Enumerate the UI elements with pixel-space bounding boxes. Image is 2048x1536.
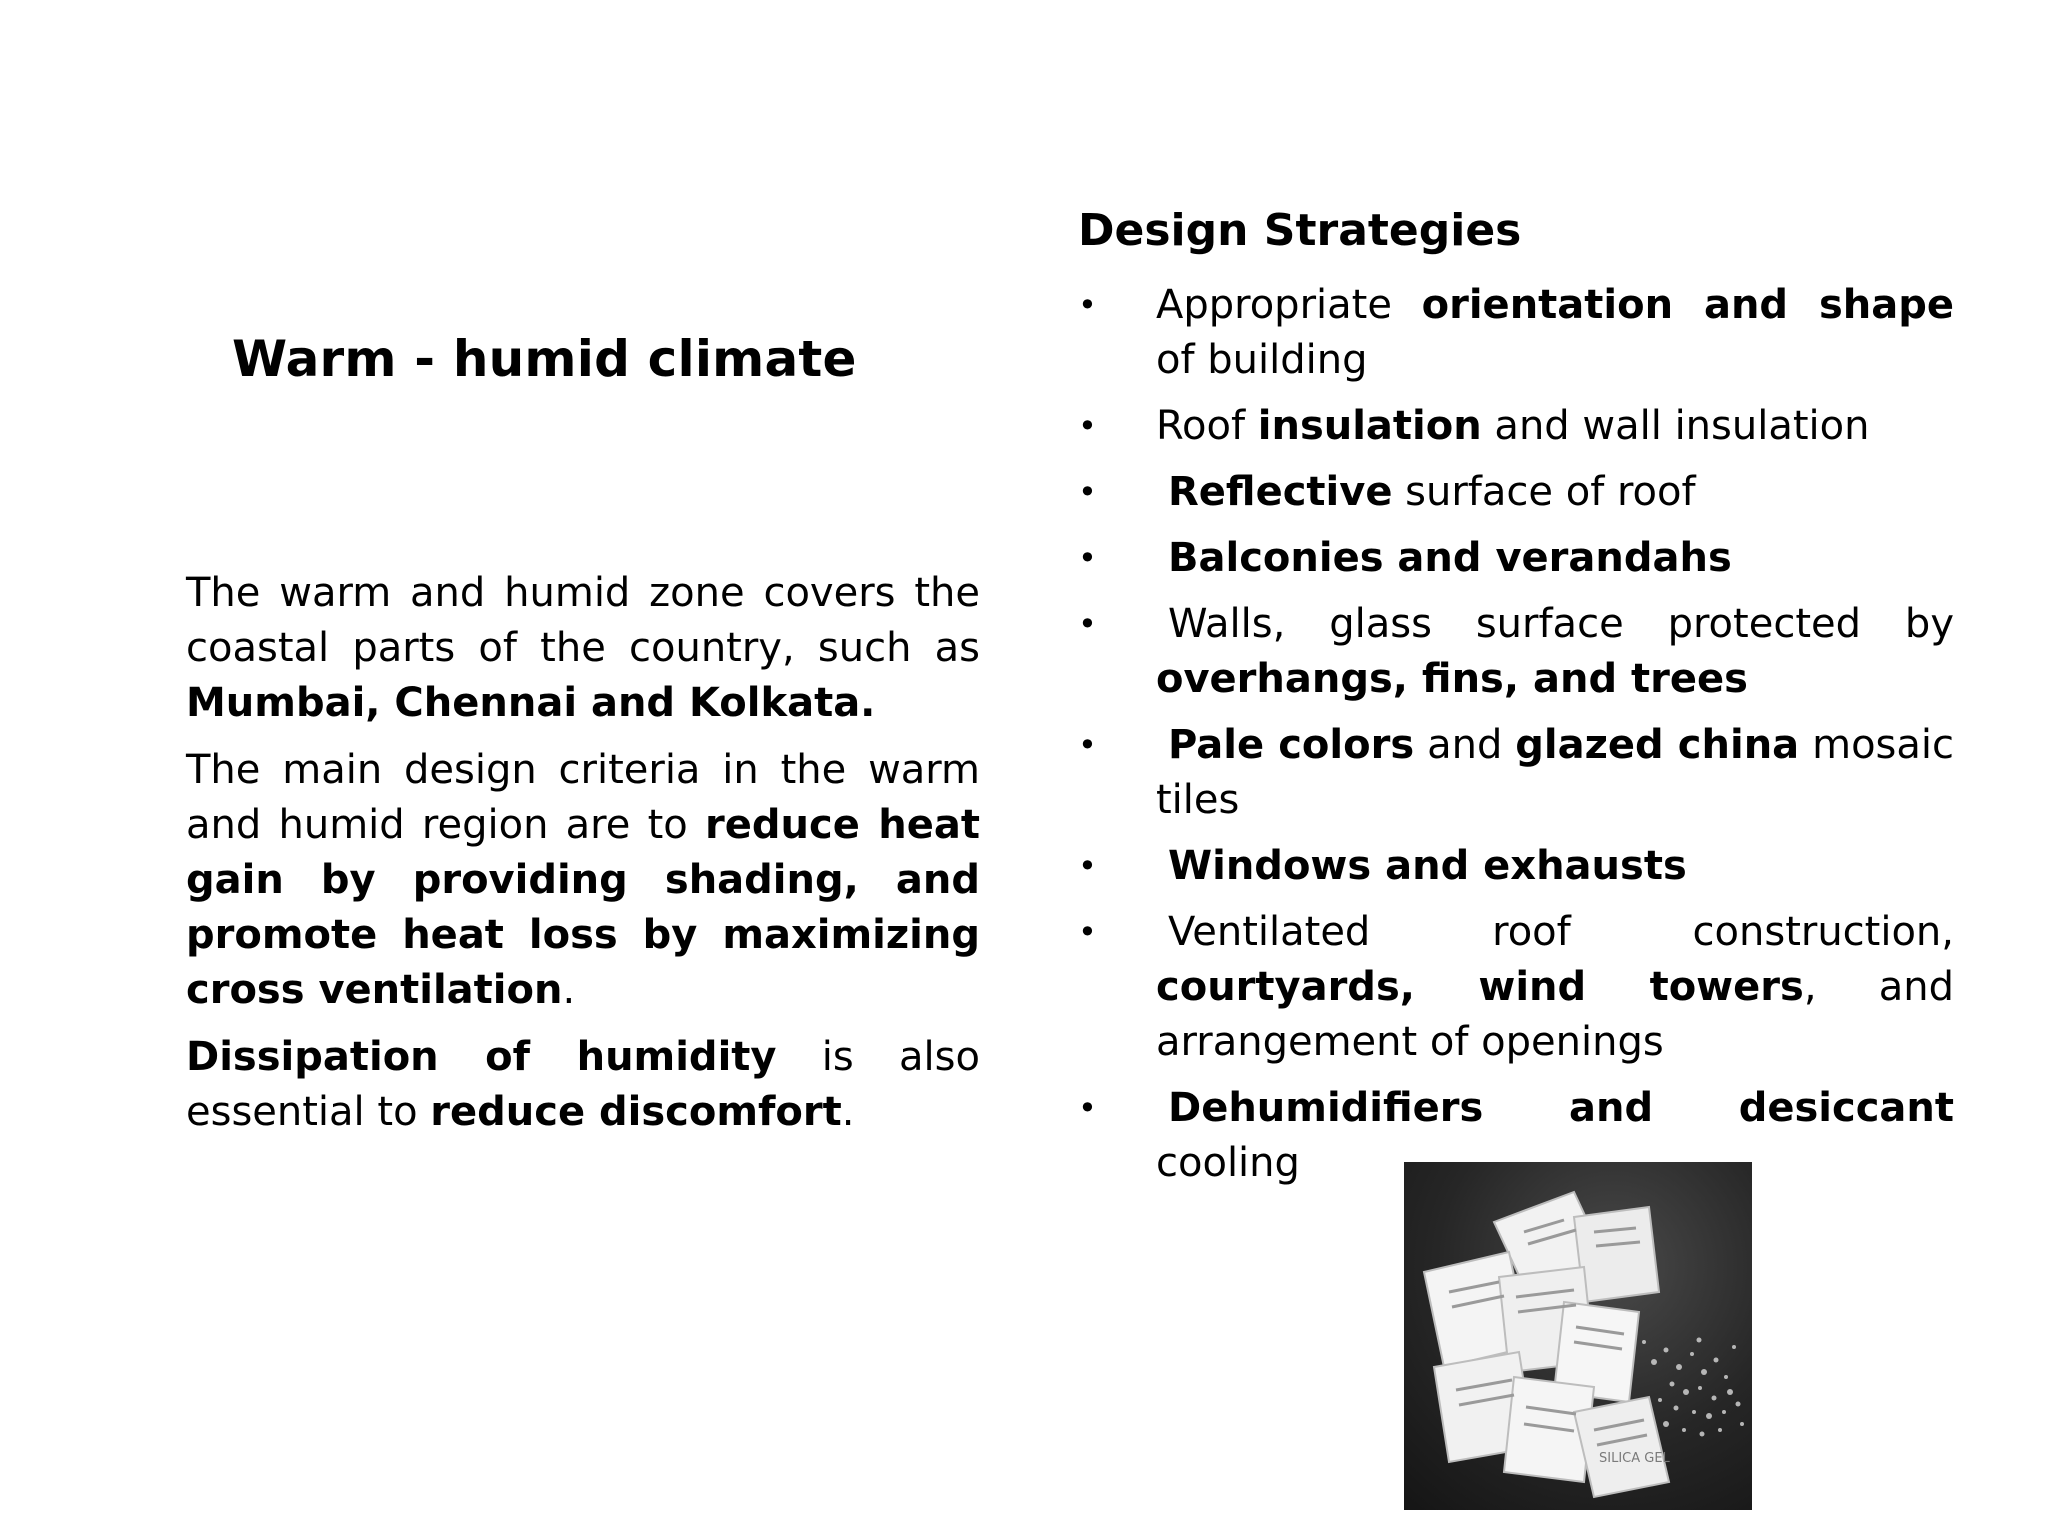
list-item: [1078, 399, 1954, 454]
list-item: [1078, 718, 1954, 828]
text-run: The warm and humid zone covers the coastal parts of the country, such as: [186, 570, 980, 671]
text-run: and: [1414, 722, 1516, 768]
text-run: The main design criteria in the warm and humid region are to: [186, 747, 980, 848]
bullet-icon: •: [1078, 473, 1097, 511]
text-run: and wall insulation: [1481, 403, 1870, 449]
bold-run: Dehumidifiers and desiccant: [1168, 1085, 1954, 1131]
text-run: Roof: [1156, 403, 1258, 449]
silica-crystals: [1642, 1338, 1744, 1437]
text-run: .: [562, 967, 576, 1013]
bullet-icon: •: [1078, 407, 1097, 445]
design-strategies-column: [1078, 200, 1954, 1202]
bullet-icon: •: [1078, 605, 1097, 643]
text-run: Appropriate: [1156, 282, 1422, 328]
text-run: is also essential to: [186, 1034, 980, 1135]
text-run: cooling: [1156, 1140, 1300, 1186]
paragraph-design-criteria: [186, 743, 980, 1018]
bold-run: Mumbai, Chennai and Kolkata.: [186, 680, 876, 726]
bold-run: courtyards, wind towers: [1156, 964, 1804, 1010]
list-item: [1078, 531, 1954, 586]
bullet-icon: •: [1078, 1089, 1097, 1127]
bold-run: Pale colors: [1168, 722, 1415, 768]
bold-run: insulation: [1257, 403, 1482, 449]
list-item: [1078, 839, 1954, 894]
paragraph-coastal-zone: [186, 566, 980, 731]
bullet-icon: •: [1078, 286, 1097, 324]
bold-run: reduce discomfort: [430, 1089, 842, 1135]
silica-gel-photo: [1404, 1162, 1752, 1510]
bullet-icon: •: [1078, 847, 1097, 885]
bold-run: Windows and exhausts: [1168, 843, 1687, 889]
bullet-icon: •: [1078, 726, 1097, 764]
bold-run: Dissipation of humidity: [186, 1034, 777, 1080]
bold-run: orientation and shape: [1421, 282, 1955, 328]
bold-run: overhangs, fins, and trees: [1156, 656, 1748, 702]
bullet-icon: •: [1078, 913, 1097, 951]
paragraph-humidity: [186, 1030, 980, 1140]
list-item: [1078, 465, 1954, 520]
text-run: , and arrangement of openings: [1156, 964, 1955, 1065]
bold-run: glazed china: [1515, 722, 1800, 768]
text-run: Walls, glass surface protected by: [1168, 601, 1954, 647]
bullet-icon: •: [1078, 539, 1097, 577]
bold-run: Reflective: [1168, 469, 1393, 515]
list-item: [1078, 905, 1954, 1070]
left-body-text: [186, 566, 980, 1152]
list-item: [1078, 278, 1954, 388]
text-run: .: [841, 1089, 855, 1135]
bold-run: reduce heat gain by providing shading, and promote heat loss by maximizing cross ventilation: [186, 802, 980, 1013]
text-run: Ventilated roof construction,: [1168, 909, 1954, 955]
strategies-heading: Design Strategies: [1078, 205, 1522, 256]
list-item: [1078, 597, 1954, 707]
text-run: of building: [1156, 337, 1368, 383]
strategies-list: [1078, 278, 1954, 1191]
slide-title: Warm - humid climate: [232, 330, 857, 388]
silica-gel-illustration: [1404, 1162, 1752, 1510]
text-run: surface of roof: [1392, 469, 1696, 515]
bold-run: Balconies and verandahs: [1168, 535, 1732, 581]
text-run: mosaic tiles: [1156, 722, 1955, 823]
packet-label: SILICA GEL: [1599, 1451, 1670, 1466]
